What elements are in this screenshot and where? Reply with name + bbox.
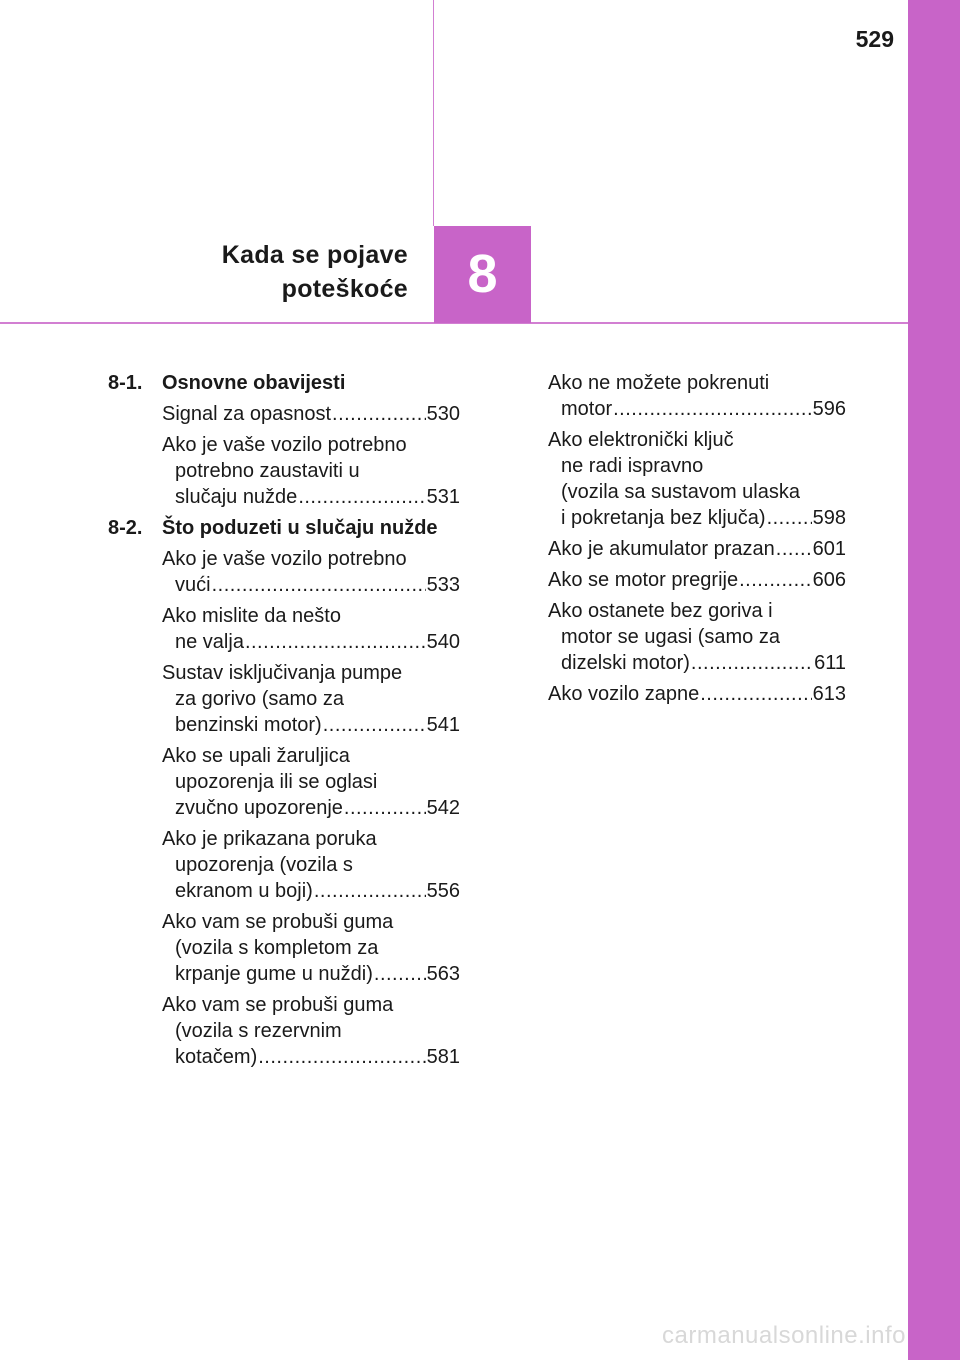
toc-entry xyxy=(162,401,460,427)
chapter-title-line-1: Kada se pojave xyxy=(221,241,408,269)
toc-page-number: 540 xyxy=(426,631,460,653)
toc-entry-text: Signal za opasnost xyxy=(162,403,332,425)
toc-entry-line: Ako je vaše vozilo potrebno xyxy=(162,434,407,456)
toc-dot-leader xyxy=(700,681,811,707)
toc-dot-leader xyxy=(776,536,812,562)
toc-entry-line: Ako vam se probuši guma xyxy=(162,911,394,933)
page-number: 529 xyxy=(855,26,894,52)
toc-dot-leader xyxy=(691,650,813,676)
toc-entry-last-line xyxy=(162,572,460,598)
toc-entry xyxy=(162,603,460,655)
toc-dot-leader xyxy=(374,961,426,987)
toc-entry xyxy=(162,743,460,821)
toc-left-column xyxy=(108,370,460,1075)
watermark: carmanualsonline.info xyxy=(662,1322,906,1349)
toc-section-title: Što poduzeti u slučaju nužde xyxy=(162,517,438,539)
toc-entry xyxy=(548,681,846,707)
toc-entry-last-line xyxy=(162,878,460,904)
toc-entry-text: Ako je akumulator prazan xyxy=(548,538,775,560)
toc-entry-line: za gorivo (samo za xyxy=(175,688,344,710)
toc-entry-last-line xyxy=(548,536,846,562)
toc-section-number: 8-1. xyxy=(108,372,143,394)
toc-entry-last-line xyxy=(548,567,846,593)
toc-page-number: 611 xyxy=(814,652,846,674)
toc-entry-line: motor se ugasi (samo za xyxy=(561,626,780,648)
toc-entry-text: i pokretanja bez ključa) xyxy=(561,507,766,529)
toc-entry-line: (vozila s kompletom za xyxy=(175,937,379,959)
toc-entry-line: upozorenja (vozila s xyxy=(175,854,353,876)
toc-entry-line: Ako se upali žaruljica xyxy=(162,745,350,767)
toc-entry xyxy=(162,909,460,987)
chapter-side-tab xyxy=(908,0,960,1360)
toc-page-number: 563 xyxy=(426,963,460,985)
toc-entry-line: Ako ostanete bez goriva i xyxy=(548,600,773,622)
toc-entry-line: Ako ne možete pokrenuti xyxy=(548,372,770,394)
chapter-title xyxy=(120,238,408,306)
toc-entry-text: dizelski motor) xyxy=(561,652,690,674)
toc-page-number: 613 xyxy=(812,683,846,705)
toc-dot-leader xyxy=(767,505,812,531)
toc-dot-leader xyxy=(212,572,426,598)
toc-page-number: 542 xyxy=(426,797,460,819)
toc-page-number: 601 xyxy=(812,538,846,560)
toc-entry-last-line xyxy=(162,1044,460,1070)
toc-section-heading xyxy=(108,515,460,541)
toc-page-number: 541 xyxy=(426,714,460,736)
toc-entry xyxy=(548,567,846,593)
toc-dot-leader xyxy=(258,1044,425,1070)
toc-dot-leader xyxy=(323,712,426,738)
toc-entry xyxy=(548,427,846,531)
toc-entry-text: vući xyxy=(175,574,211,596)
toc-entry-text: krpanje gume u nuždi) xyxy=(175,963,373,985)
toc-entry-last-line xyxy=(162,401,460,427)
toc-entry-text: ekranom u boji) xyxy=(175,880,313,902)
toc-page-number: 533 xyxy=(426,574,460,596)
toc-entry-text: benzinski motor) xyxy=(175,714,322,736)
toc-dot-leader xyxy=(613,396,812,422)
toc-dot-leader xyxy=(298,484,425,510)
toc-entry-line: ne radi ispravno xyxy=(561,455,704,477)
toc-entry-line: (vozila s rezervnim xyxy=(175,1020,342,1042)
toc-right-column xyxy=(548,370,846,712)
toc-entry-line: Ako elektronički ključ xyxy=(548,429,734,451)
toc-section-title: Osnovne obavijesti xyxy=(162,372,346,394)
toc-entry-last-line xyxy=(162,484,460,510)
toc-section-heading xyxy=(108,370,460,396)
toc-entry-last-line xyxy=(162,961,460,987)
toc-dot-leader xyxy=(314,878,426,904)
toc-section-number: 8-2. xyxy=(108,517,143,539)
toc-entry-line: Ako je vaše vozilo potrebno xyxy=(162,548,407,570)
toc-entry-text: Ako vozilo zapne xyxy=(548,683,700,705)
toc-entry xyxy=(162,546,460,598)
toc-page-number: 530 xyxy=(426,403,460,425)
toc-entry xyxy=(162,992,460,1070)
toc-entry-line: Ako mislite da nešto xyxy=(162,605,341,627)
toc-page-number: 581 xyxy=(426,1046,460,1068)
toc-dot-leader xyxy=(344,795,426,821)
toc-dot-leader xyxy=(332,401,426,427)
vertical-divider xyxy=(433,0,434,226)
toc-page-number: 598 xyxy=(812,507,846,529)
toc-entry-text: ne valja xyxy=(175,631,244,653)
toc-entry-text: Ako se motor pregrije xyxy=(548,569,739,591)
toc-entry xyxy=(162,432,460,510)
toc-entry-last-line xyxy=(162,795,460,821)
toc-page-number: 556 xyxy=(426,880,460,902)
toc-entry-last-line xyxy=(548,681,846,707)
toc-entry-line: potrebno zaustaviti u xyxy=(175,460,360,482)
toc-entry-line: Ako je prikazana poruka xyxy=(162,828,377,850)
toc-entry xyxy=(548,536,846,562)
toc-entry-text: motor xyxy=(561,398,613,420)
toc-entry xyxy=(162,660,460,738)
toc-entry-line: upozorenja ili se oglasi xyxy=(175,771,378,793)
chapter-number-box: 8 xyxy=(434,226,531,323)
toc-entry xyxy=(548,598,846,676)
toc-page-number: 596 xyxy=(812,398,846,420)
toc-entry-line: Ako vam se probuši guma xyxy=(162,994,394,1016)
toc-entry-last-line xyxy=(548,396,846,422)
toc-entry-last-line xyxy=(162,712,460,738)
toc-entry-line: (vozila sa sustavom ulaska xyxy=(561,481,800,503)
toc-entry-text: slučaju nužde xyxy=(175,486,298,508)
chapter-title-line-2: poteškoće xyxy=(281,275,408,303)
toc-dot-leader xyxy=(245,629,426,655)
toc-page-number: 531 xyxy=(426,486,460,508)
toc-entry xyxy=(162,826,460,904)
toc-entry-text: kotačem) xyxy=(175,1046,258,1068)
toc-entry xyxy=(548,370,846,422)
toc-entry-line: Sustav isključivanja pumpe xyxy=(162,662,403,684)
toc-dot-leader xyxy=(739,567,812,593)
toc-page-number: 606 xyxy=(812,569,846,591)
toc-entry-text: zvučno upozorenje xyxy=(175,797,343,819)
toc-entry-last-line xyxy=(548,650,846,676)
toc-entry-last-line xyxy=(548,505,846,531)
toc-entry-last-line xyxy=(162,629,460,655)
